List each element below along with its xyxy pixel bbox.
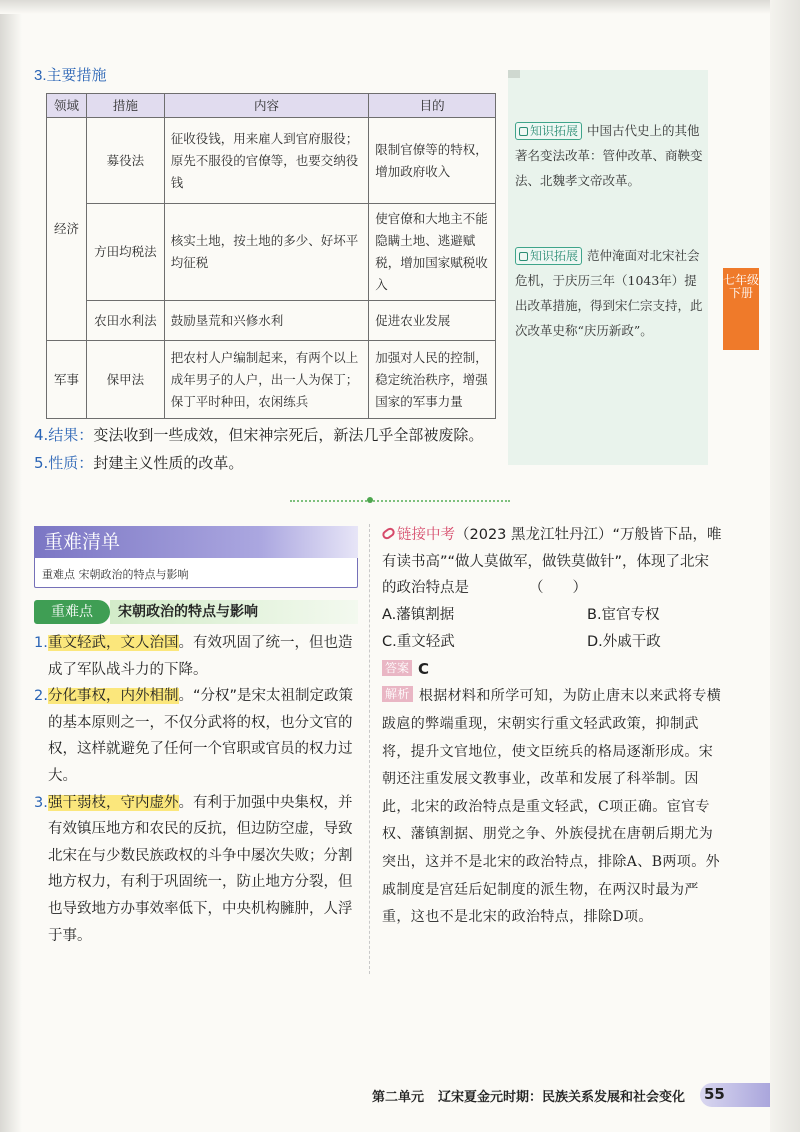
answer-value: C	[418, 659, 430, 678]
exam-question	[382, 522, 722, 932]
key-point-body	[34, 630, 362, 949]
table-header-row	[47, 94, 496, 118]
footer-title	[372, 1086, 685, 1105]
option-c: C.重文轻武	[382, 633, 455, 650]
measure-cell: 募役法	[86, 118, 164, 204]
highlight-text: 重文轻武，文人治国	[48, 635, 179, 651]
analysis	[382, 683, 722, 931]
list-item	[34, 683, 362, 789]
answer-tag: 答案	[382, 660, 412, 676]
table-header: 措施	[86, 94, 164, 118]
note-text: 范仲淹面对北宋社会危机，于庆历三年（1043年）提出改革措施，得到宋仁宗支持，此次改革史称“庆历新政”。	[515, 248, 703, 338]
measure-cell: 农田水利法	[86, 301, 164, 341]
result-label: 4.结果：	[34, 426, 94, 444]
analysis-text: 根据材料和所学可知，为防止唐末以来武将专横跋扈的弊端重现，宋朝实行重文轻武政策，抑制武将，提升文官地位，使文臣统兵的格局逐渐形成。宋朝还注重发展文教事业，改革和发展了科举制。因此，北宋的政治特点是重文轻武，C项正确。宦官专权、藩镇割据、朋党之争、外族侵扰在唐朝后期尤为突出，这并不是北宋的政治特点，排除A、B两项。外戚制度是宫廷后妃制度的派生物，在两汉时最为严重，这也不是北宋的政治特点，排除D项。	[382, 688, 722, 926]
answer-row	[382, 656, 722, 684]
item-number: 1.	[34, 635, 48, 651]
grade-tab: 七年级下册	[723, 268, 759, 350]
list-item	[34, 790, 362, 950]
content-cell: 核实土地，按土地的多少、好坏平均征税	[164, 204, 368, 301]
footer-unit-title: 辽宋夏金元时期：民族关系发展和社会变化	[438, 1090, 686, 1105]
options	[382, 602, 722, 656]
table-row	[47, 341, 496, 419]
question-source: （2023 黑龙江牡丹江）	[455, 527, 613, 543]
analysis-tag: 解析	[382, 686, 413, 702]
domain-cell: 经济	[47, 118, 87, 341]
footer-unit: 第二单元	[372, 1090, 425, 1105]
goal-cell: 使官僚和大地主不能隐瞒土地、逃避赋税，增加国家赋税收入	[369, 204, 496, 301]
page-edge	[770, 0, 800, 1132]
result-text: 变法收到一些成效，但宋神宗死后，新法几乎全部被废除。	[93, 426, 484, 444]
item-text: 。有效巩固了统一，但也造成了军队战斗力的下降。	[48, 635, 353, 678]
scan-shadow-top	[0, 0, 800, 14]
nature-label: 5.性质：	[34, 454, 94, 472]
measure-cell: 保甲法	[86, 341, 164, 419]
nature-text: 封建主义性质的改革。	[93, 454, 244, 472]
item-number: 3.	[34, 794, 48, 811]
highlight-text: 分化事权，内外相制	[48, 688, 179, 705]
book-icon	[519, 127, 528, 136]
question-stem	[382, 522, 722, 602]
goal-cell: 促进农业发展	[369, 301, 496, 341]
knowledge-note	[515, 118, 705, 193]
key-point-title: 宋朝政治的特点与影响	[110, 600, 358, 624]
content-cell: 征收役钱，用来雇人到官府服役；原先不服役的官僚等，也要交纳役钱	[164, 118, 368, 204]
divider-dot	[367, 497, 373, 503]
result-line	[34, 424, 483, 445]
measures-table	[46, 93, 496, 419]
link-exam-label: 链接中考	[382, 527, 455, 543]
content-cell: 把农村人户编制起来，有两个以上成年男子的人户，出一人为保丁；保丁平时种田，农闲练兵	[164, 341, 368, 419]
link-icon	[381, 526, 397, 541]
highlight-text: 强干弱枝，守内虚外	[48, 794, 179, 811]
item-text: 。“分权”是宋太祖制定政策的基本原则之一，不仅分武将的权，也分文官的权，这样就避免了任何一个官职或官员的权力过大。	[48, 688, 354, 784]
content-cell: 鼓励垦荒和兴修水利	[164, 301, 368, 341]
list-item	[34, 630, 362, 683]
book-icon	[519, 252, 528, 261]
question-text: “万般皆下品，唯有读书高”“做人莫做军，做铁莫做针”，体现了北宋的政治特点是	[382, 527, 722, 597]
page-number: 55	[704, 1085, 725, 1103]
goal-cell: 限制官僚等的特权，增加政府收入	[369, 118, 496, 204]
answer-blank: （ ）	[529, 580, 587, 597]
knowledge-tag: 知识拓展	[515, 247, 582, 265]
domain-cell: 军事	[47, 341, 87, 419]
table-header: 领域	[47, 94, 87, 118]
option-a: A.藩镇割据	[382, 606, 455, 623]
option-d: D.外戚干政	[587, 633, 661, 650]
key-list-title: 重难清单	[34, 526, 358, 558]
knowledge-tag: 知识拓展	[515, 122, 582, 140]
column-separator	[369, 524, 370, 974]
option-b: B.宦官专权	[587, 606, 660, 623]
scan-shadow-left	[0, 0, 22, 1132]
nature-line	[34, 452, 243, 473]
key-point-tag: 重难点	[34, 600, 110, 624]
measure-cell: 方田均税法	[86, 204, 164, 301]
section-heading: 3.主要措施	[34, 67, 107, 84]
key-list-line: 重难点 宋朝政治的特点与影响	[42, 568, 189, 581]
section-divider	[290, 500, 510, 504]
table-header: 内容	[164, 94, 368, 118]
item-number: 2.	[34, 688, 48, 705]
item-text: 。有利于加强中央集权，并有效镇压地方和农民的反抗，但边防空虚，导致北宋在与少数民族政权的斗争中屡次失败；分割地方权力，有利于巩固统一，防止地方分裂，但也导致地方办事效率低下，中央机构臃肿，人浮于事。	[48, 794, 353, 944]
note-text: 中国古代史上的其他著名变法改革：管仲改革、商鞅变法、北魏孝文帝改革。	[515, 123, 703, 188]
sidebar-corner	[508, 70, 520, 78]
table-row	[47, 204, 496, 301]
knowledge-note	[515, 243, 705, 343]
table-row	[47, 118, 496, 204]
goal-cell: 加强对人民的控制，稳定统治秩序，增强国家的军事力量	[369, 341, 496, 419]
table-header: 目的	[369, 94, 496, 118]
table-row	[47, 301, 496, 341]
